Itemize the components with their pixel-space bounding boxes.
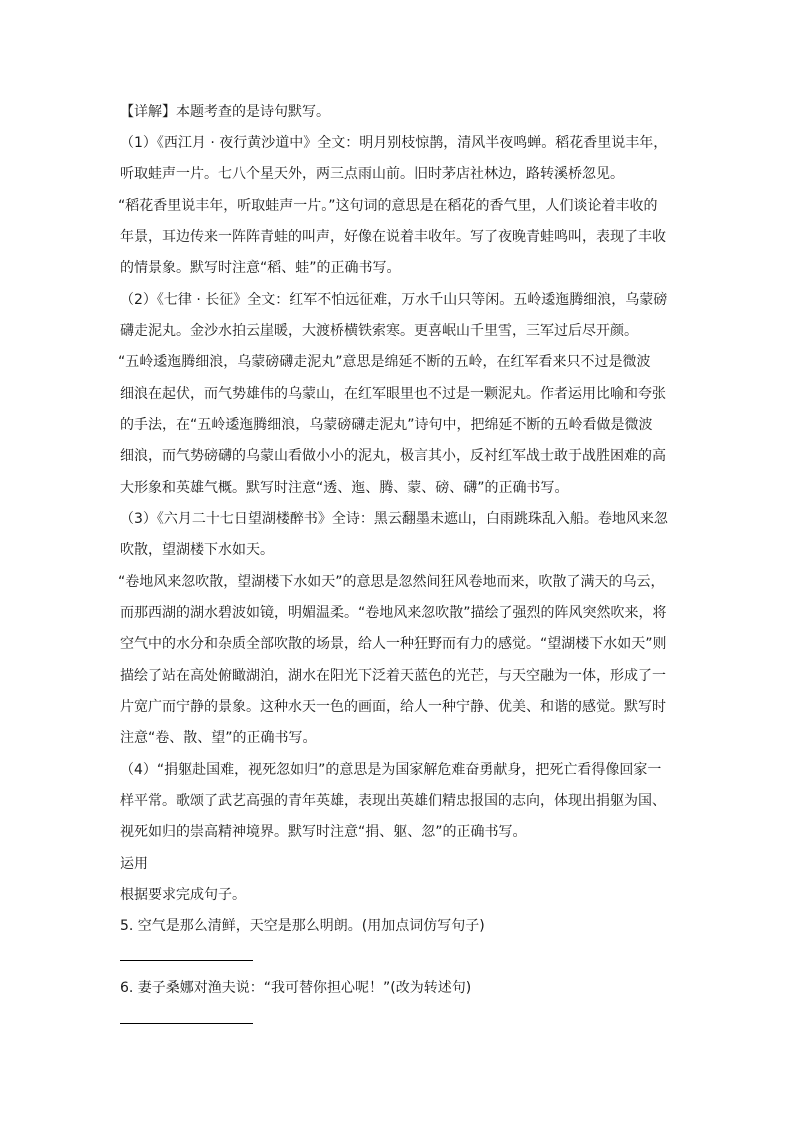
explanation-line: （4）“捐躯赴国难，视死忽如归”的意思是为国家解危难奋勇献身，把死亡看得像回家一 (120, 762, 662, 778)
answer-blank-5[interactable] (120, 960, 253, 961)
answer-blank-6[interactable] (120, 1023, 253, 1024)
explanation-line: 大形象和英雄气概。默写时注意“透、迤、腾、蒙、磅、礴”的正确书写。 (120, 480, 569, 496)
explanation-header: 【详解】本题考查的是诗句默写。 (120, 104, 330, 120)
explanation-line: 细浪，而气势磅礴的乌蒙山看做小小的泥丸，极言其小，反衬红军战士敢于战胜困难的高 (120, 448, 666, 464)
explanation-line: 细浪在起伏，而气势雄伟的乌蒙山，在红军眼里也不过是一颗泥丸。作者运用比喻和夸张 (120, 386, 666, 402)
explanation-line: 而那西湖的湖水碧波如镜，明媚温柔。“卷地风来忽吹散”描绘了强烈的阵风突然吹来，将 (120, 605, 667, 621)
explanation-line: （3）《六月二十七日望湖楼醉书》全诗：黑云翻墨未遮山，白雨跳珠乱入船。卷地风来忽 (120, 511, 668, 527)
explanation-line: 的情景象。默写时注意“稻、蛙”的正确书写。 (120, 260, 401, 276)
question-6: 6. 妻子桑娜对渔夫说：“我可替你担心呢！”(改为转述句) (120, 980, 472, 996)
section-title: 运用 (120, 856, 148, 872)
section-instruction: 根据要求完成句子。 (120, 887, 246, 903)
explanation-line: “五岭逶迤腾细浪，乌蒙磅礴走泥丸”意思是绵延不断的五岭，在红军看来只不过是微波 (118, 354, 651, 370)
explanation-line: （1）《西江月 · 夜行黄沙道中》全文：明月别枝惊鹊，清风半夜鸣蝉。稻花香里说丰年， (120, 135, 668, 151)
explanation-line: 空气中的水分和杂质全部吹散的场景，给人一种狂野而有力的感觉。“望湖楼下水如天”则 (120, 636, 667, 652)
explanation-line: “卷地风来忽吹散，望湖楼下水如天”的意思是忽然间狂风卷地而来，吹散了满天的乌云， (118, 574, 665, 590)
explanation-line: 听取蛙声一片。七八个星天外，两三点雨山前。旧时茅店社林边，路转溪桥忽见。 (120, 166, 624, 182)
explanation-line: 吹散，望湖楼下水如天。 (120, 542, 274, 558)
explanation-line: （2）《七律 · 长征》全文：红军不怕远征难，万水千山只等闲。五岭逶迤腾细浪，乌蒙磅 (120, 292, 668, 308)
explanation-line: 注意“卷、散、望”的正确书写。 (120, 730, 317, 746)
explanation-line: 样平常。歌颂了武艺高强的青年英雄，表现出英雄们精忠报国的志向，体现出捐躯为国、 (120, 793, 666, 809)
explanation-line: 礴走泥丸。金沙水拍云崖暖，大渡桥横铁索寒。更喜岷山千里雪，三军过后尽开颜。 (120, 323, 638, 339)
explanation-line: 描绘了站在高处俯瞰湖泊，湖水在阳光下泛着天蓝色的光芒，与天空融为一体，形成了一 (120, 668, 666, 684)
explanation-line: 视死如归的崇高精神境界。默写时注意“捐、躯、忽”的正确书写。 (120, 824, 527, 840)
explanation-line: 年景，耳边传来一阵阵青蛙的叫声，好像在说着丰收年。写了夜晚青蛙鸣叫，表现了丰收 (120, 229, 666, 245)
question-5: 5. 空气是那么清鲜，天空是那么明朗。(用加点词仿写句子) (120, 918, 485, 934)
explanation-line: 的手法，在“五岭逶迤腾细浪，乌蒙磅礴走泥丸”诗句中，把绵延不断的五岭看做是微波 (120, 417, 653, 433)
explanation-line: 片宽广而宁静的景象。这种水天一色的画面，给人一种宁静、优美、和谐的感觉。默写时 (120, 699, 666, 715)
explanation-line: “稻花香里说丰年，听取蛙声一片。”这句词的意思是在稻花的香气里，人们谈论着丰收的 (118, 198, 658, 214)
